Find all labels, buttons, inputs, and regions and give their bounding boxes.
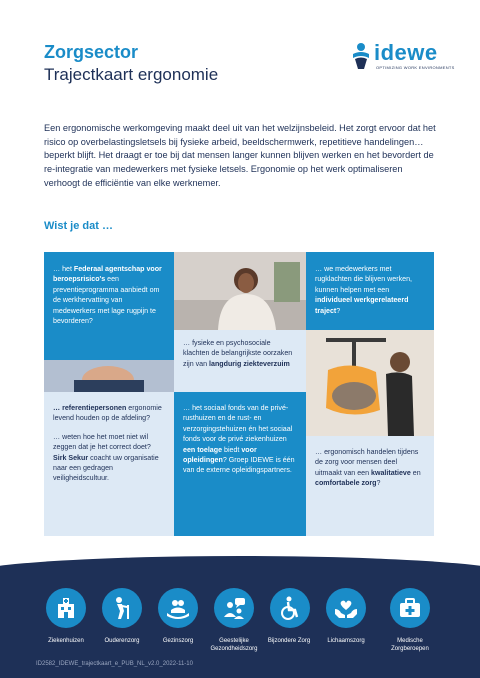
- category-label: Gezinszorg: [162, 638, 194, 644]
- fact-tile-referentiepersonen: [44, 392, 174, 536]
- fact-tile-fedris: [44, 252, 174, 360]
- document-code: ID2582_IDEWE_trajectkaart_e_PUB_NL_v2.0_2022-11-10: [36, 661, 193, 667]
- idewe-logo-mark-icon: [350, 42, 372, 70]
- idewe-logo: [350, 40, 455, 72]
- fact-tile-traject: [306, 252, 434, 330]
- photo-caregiver-with-lift: [306, 330, 434, 436]
- category-label: Lichaamszorg: [327, 638, 365, 644]
- wheelchair-icon: [270, 588, 310, 628]
- tile-highlight: … referentiepersonen: [53, 404, 127, 412]
- tile-highlight: kwalitatieve: [371, 468, 411, 477]
- tile-text: ? Groep IDEWE is één van de externe opleidingspartners.: [183, 456, 295, 475]
- category-label: Ziekenhuizen: [48, 638, 84, 644]
- photo-back-pain: [44, 360, 174, 392]
- hospital-icon: [46, 588, 86, 628]
- logo-text: idewe: [374, 40, 438, 65]
- tile-text: … we medewerkers met rugklachten die blijven werken, kunnen helpen met een: [315, 265, 413, 294]
- mental-health-icon: [214, 588, 254, 628]
- body-care-icon: [326, 588, 366, 628]
- tile-text: een preventieprogramma aanbiedt om de werkhervatting van medewerkers met lage rugpijn te bevorderen?: [53, 275, 160, 326]
- tile-text: … het: [53, 265, 74, 273]
- tile-text: biedt: [222, 445, 242, 454]
- category-label: Medische Zorgberoepen: [391, 638, 429, 652]
- fact-tile-ziekteverzuim: [174, 330, 306, 392]
- page-title: Zorgsector: [44, 42, 139, 62]
- family-care-icon: [158, 588, 198, 628]
- logo-tagline: OPTIMIZING WORK ENVIRONMENTS: [376, 65, 455, 70]
- tile-highlight: een toelage: [183, 445, 223, 454]
- section-title: Wist je dat …: [44, 220, 113, 232]
- category-label: Geestelijke Gezondheidszorg: [210, 638, 258, 652]
- tile-text: … het sociaal fonds van de privé-rusthuizen en de rust- en verzorgingstehuizen én het sociaal fonds voor de privé ziekenhuizen: [183, 404, 293, 444]
- tile-highlight: Sirk Sekur: [53, 453, 89, 462]
- tile-text: ?: [376, 479, 381, 488]
- category-label: Ouderenzorg: [104, 638, 140, 644]
- tile-highlight: voor opleidingen: [183, 445, 257, 465]
- tile-text: ergonomie levend houden op de afdeling?: [53, 404, 162, 423]
- tile-text: … ergonomisch handelen tijdens de zorg voor mensen deel uitmaakt van een: [315, 448, 419, 477]
- tile-highlight: comfortabele zorg: [315, 479, 377, 488]
- elderly-care-icon: [102, 588, 142, 628]
- tile-highlight: Federaal agentschap voor beroepsrisico's: [53, 265, 162, 284]
- tile-text: … weten hoe het moet niet wil zeggen dat je het correct doet?: [53, 432, 151, 452]
- medical-kit-icon: [390, 588, 430, 628]
- photo-woman-with-blanket: [174, 252, 306, 330]
- fact-tile-sociaal-fonds: [174, 392, 306, 536]
- page-subtitle: Trajectkaart ergonomie: [44, 65, 219, 84]
- tile-text: … fysieke en psychosociale klachten de belangrijkste oorzaken zijn van: [183, 339, 293, 368]
- tile-text: en: [410, 468, 421, 477]
- tile-text: ?: [336, 306, 341, 315]
- fact-tile-zorg: [306, 436, 434, 536]
- tile-highlight: langdurig ziekteverzuim: [209, 359, 290, 368]
- tile-text: coacht uw organisatie naar een gedragen veiligheidscultuur.: [53, 453, 159, 483]
- tile-highlight: individueel werkgerelateerd traject: [315, 296, 409, 315]
- intro-paragraph: Een ergonomische werkomgeving maakt deel uit van het welzijnsbeleid. Het zorgt ervoor dat het risico op overbelastingsletsels bij fysieke arbeid, beeldschermwerk, repetitieve handelingen… beperkt blijft. Het draagt er toe bij dat mensen langer kunnen blijven werken en het bevordert de re-integratie van medewerkers met fysieke letsels. Ergonomie op het werk optimaliseren verhoogt de efficiëntie van elke werknemer.: [44, 123, 436, 188]
- category-label: Bijzondere Zorg: [267, 638, 311, 644]
